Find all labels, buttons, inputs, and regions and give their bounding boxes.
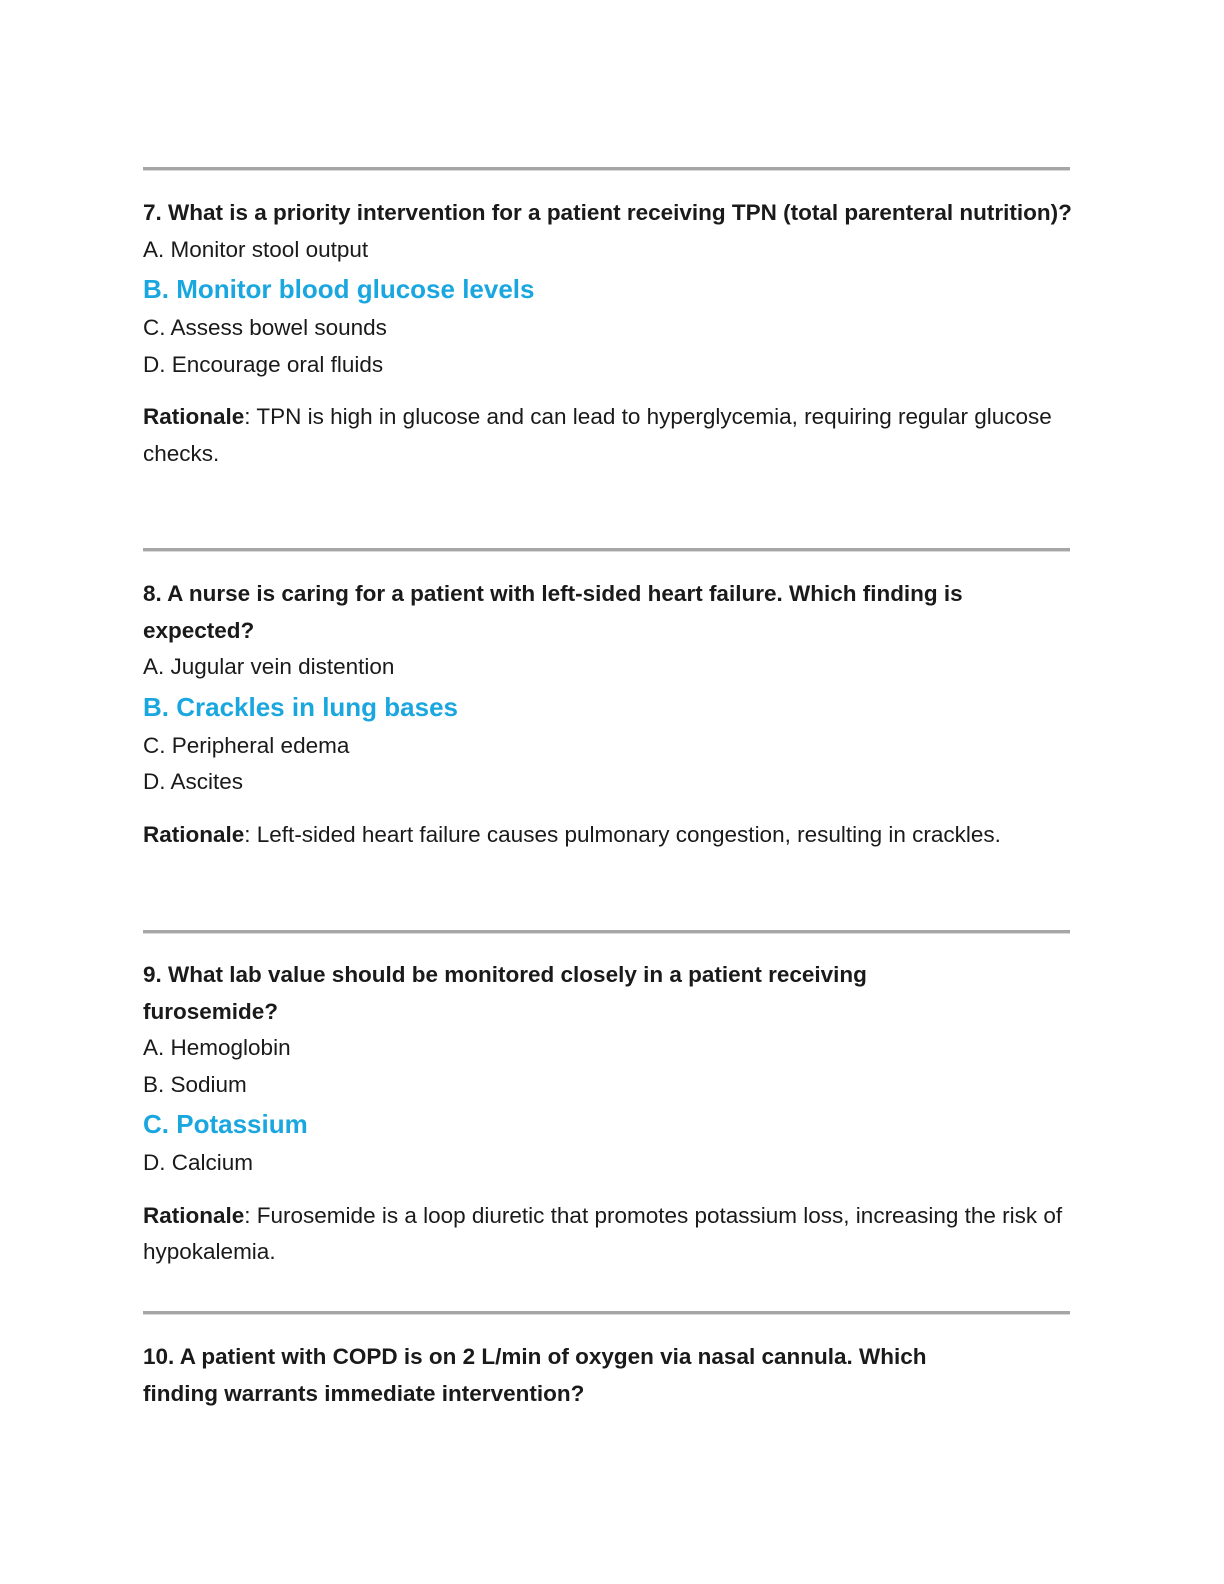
question-title: 7. What is a priority intervention for a patient receiving TPN (total parenteral nutrition)?: [143, 200, 1072, 225]
rationale-label: Rationale: [143, 821, 245, 847]
section-divider: [143, 167, 1070, 171]
question-10: [143, 1339, 1078, 1412]
answer-option: C. Peripheral edema: [143, 732, 350, 758]
correct-answer-option: B. Monitor blood glucose levels: [143, 274, 535, 304]
rationale: [143, 399, 1078, 472]
question-9: [143, 957, 1078, 1271]
rationale-text: : Left-sided heart failure causes pulmonary congestion, resulting in crackles.: [244, 821, 1001, 847]
rationale-label: Rationale: [143, 1202, 245, 1228]
rationale: [143, 817, 1078, 854]
rationale-text: : Furosemide is a loop diuretic that promotes potassium loss, increasing the risk of hypokalemia.: [143, 1202, 1063, 1264]
answer-option: D. Ascites: [143, 769, 244, 794]
correct-answer-option: B. Crackles in lung bases: [143, 691, 459, 722]
answer-option: B. Sodium: [143, 1071, 247, 1097]
rationale: [143, 1198, 1078, 1271]
answer-option: D. Calcium: [143, 1150, 254, 1175]
rationale-label: Rationale: [143, 404, 245, 429]
answer-option: A. Jugular vein distention: [143, 654, 395, 679]
question-8: [143, 576, 1078, 853]
answer-option: C. Assess bowel sounds: [143, 315, 387, 340]
question-title: 8. A nurse is caring for a patient with left-sided heart failure. Which finding is expected?: [143, 581, 963, 643]
answer-option: A. Hemoglobin: [143, 1035, 291, 1060]
section-divider: [143, 1311, 1070, 1315]
question-title: 10. A patient with COPD is on 2 L/min of oxygen via nasal cannula. Which finding warrants immediate intervention?: [143, 1344, 927, 1406]
question-7: [143, 195, 1078, 472]
correct-answer-option: C. Potassium: [143, 1109, 308, 1139]
section-divider: [143, 548, 1070, 552]
answer-option: A. Monitor stool output: [143, 236, 369, 262]
rationale-text: : TPN is high in glucose and can lead to hyperglycemia, requiring regular glucose checks.: [143, 404, 1052, 466]
section-divider: [143, 930, 1070, 934]
question-title: 9. What lab value should be monitored closely in a patient receiving furosemide?: [143, 962, 867, 1024]
answer-option: D. Encourage oral fluids: [143, 351, 384, 377]
